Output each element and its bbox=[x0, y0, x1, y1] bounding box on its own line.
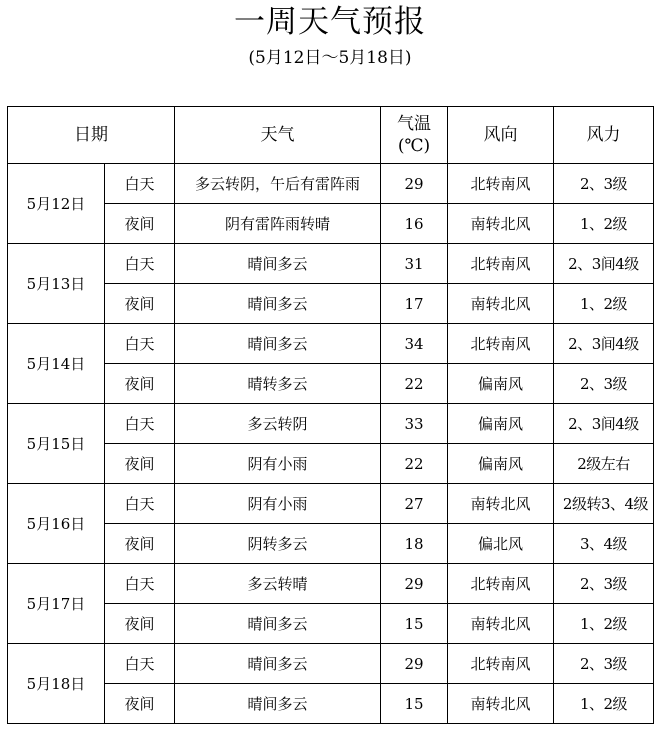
weather-cell: 阴转多云 bbox=[175, 524, 381, 564]
temperature-cell: 33 bbox=[381, 404, 448, 444]
temperature-cell: 18 bbox=[381, 524, 448, 564]
weather-cell: 阴有小雨 bbox=[175, 444, 381, 484]
period-cell: 白天 bbox=[105, 244, 175, 284]
period-cell: 夜间 bbox=[105, 284, 175, 324]
wind-force-cell: 2、3级 bbox=[554, 364, 654, 404]
table-row bbox=[8, 284, 654, 324]
period-cell: 白天 bbox=[105, 484, 175, 524]
wind-force-cell: 1、2级 bbox=[554, 284, 654, 324]
header-temperature bbox=[381, 107, 448, 164]
weather-cell: 多云转阴，午后有雷阵雨 bbox=[175, 164, 381, 204]
table-row bbox=[8, 404, 654, 444]
wind-force-cell: 2、3级 bbox=[554, 564, 654, 604]
wind-direction-cell: 偏南风 bbox=[448, 404, 554, 444]
wind-force-cell: 1、2级 bbox=[554, 604, 654, 644]
wind-direction-cell: 北转南风 bbox=[448, 244, 554, 284]
wind-direction-cell: 北转南风 bbox=[448, 564, 554, 604]
table-row bbox=[8, 364, 654, 404]
weather-cell: 晴间多云 bbox=[175, 604, 381, 644]
temperature-cell: 17 bbox=[381, 284, 448, 324]
temperature-cell: 22 bbox=[381, 364, 448, 404]
table-row bbox=[8, 524, 654, 564]
wind-direction-cell: 南转北风 bbox=[448, 604, 554, 644]
wind-force-cell: 2、3间4级 bbox=[554, 404, 654, 444]
temperature-cell: 29 bbox=[381, 564, 448, 604]
weather-cell: 晴转多云 bbox=[175, 364, 381, 404]
page-title: 一周天气预报 bbox=[234, 4, 426, 40]
date-cell: 5月18日 bbox=[8, 644, 105, 724]
weather-forecast-table bbox=[7, 106, 654, 724]
header-row bbox=[8, 107, 654, 164]
period-cell: 白天 bbox=[105, 564, 175, 604]
date-cell: 5月17日 bbox=[8, 564, 105, 644]
weather-cell: 晴间多云 bbox=[175, 644, 381, 684]
table-row bbox=[8, 564, 654, 604]
wind-direction-cell: 北转南风 bbox=[448, 324, 554, 364]
table-body bbox=[8, 164, 654, 724]
header-weather: 天气 bbox=[175, 107, 381, 164]
wind-force-cell: 2、3级 bbox=[554, 164, 654, 204]
table-row bbox=[8, 604, 654, 644]
table-header bbox=[8, 107, 654, 164]
weather-cell: 阴有小雨 bbox=[175, 484, 381, 524]
date-range-subtitle: (5月12日～5月18日) bbox=[248, 48, 412, 68]
wind-direction-cell: 南转北风 bbox=[448, 284, 554, 324]
period-cell: 夜间 bbox=[105, 204, 175, 244]
date-cell: 5月12日 bbox=[8, 164, 105, 244]
table-row bbox=[8, 244, 654, 284]
temperature-cell: 16 bbox=[381, 204, 448, 244]
period-cell: 夜间 bbox=[105, 524, 175, 564]
weather-cell: 晴间多云 bbox=[175, 244, 381, 284]
wind-force-cell: 1、2级 bbox=[554, 204, 654, 244]
wind-direction-cell: 偏南风 bbox=[448, 444, 554, 484]
wind-direction-cell: 南转北风 bbox=[448, 204, 554, 244]
temperature-cell: 22 bbox=[381, 444, 448, 484]
period-cell: 夜间 bbox=[105, 364, 175, 404]
temperature-cell: 15 bbox=[381, 604, 448, 644]
period-cell: 夜间 bbox=[105, 684, 175, 724]
wind-direction-cell: 北转南风 bbox=[448, 644, 554, 684]
temperature-cell: 29 bbox=[381, 164, 448, 204]
weather-cell: 多云转晴 bbox=[175, 564, 381, 604]
date-cell: 5月16日 bbox=[8, 484, 105, 564]
wind-force-cell: 1、2级 bbox=[554, 684, 654, 724]
period-cell: 夜间 bbox=[105, 444, 175, 484]
header-temperature-unit: (℃) bbox=[397, 136, 431, 156]
wind-direction-cell: 北转南风 bbox=[448, 164, 554, 204]
temperature-cell: 27 bbox=[381, 484, 448, 524]
header-date: 日期 bbox=[8, 107, 175, 164]
date-cell: 5月13日 bbox=[8, 244, 105, 324]
table-row bbox=[8, 324, 654, 364]
table-row bbox=[8, 484, 654, 524]
date-cell: 5月14日 bbox=[8, 324, 105, 404]
table-row bbox=[8, 204, 654, 244]
wind-force-cell: 2级左右 bbox=[554, 444, 654, 484]
weather-cell: 晴间多云 bbox=[175, 284, 381, 324]
wind-force-cell: 2、3间4级 bbox=[554, 324, 654, 364]
wind-direction-cell: 偏南风 bbox=[448, 364, 554, 404]
wind-direction-cell: 偏北风 bbox=[448, 524, 554, 564]
table-row bbox=[8, 444, 654, 484]
wind-direction-cell: 南转北风 bbox=[448, 484, 554, 524]
table-row bbox=[8, 644, 654, 684]
weather-cell: 阴有雷阵雨转晴 bbox=[175, 204, 381, 244]
temperature-cell: 29 bbox=[381, 644, 448, 684]
header-temperature-label: 气温 bbox=[397, 114, 431, 134]
period-cell: 夜间 bbox=[105, 604, 175, 644]
header-wind-direction: 风向 bbox=[448, 107, 554, 164]
date-cell: 5月15日 bbox=[8, 404, 105, 484]
weather-cell: 多云转阴 bbox=[175, 404, 381, 444]
temperature-cell: 15 bbox=[381, 684, 448, 724]
table-row bbox=[8, 684, 654, 724]
temperature-cell: 31 bbox=[381, 244, 448, 284]
header-wind-force: 风力 bbox=[554, 107, 654, 164]
period-cell: 白天 bbox=[105, 404, 175, 444]
table-row bbox=[8, 164, 654, 204]
period-cell: 白天 bbox=[105, 164, 175, 204]
wind-force-cell: 2级转3、4级 bbox=[554, 484, 654, 524]
wind-force-cell: 2、3间4级 bbox=[554, 244, 654, 284]
wind-force-cell: 3、4级 bbox=[554, 524, 654, 564]
period-cell: 白天 bbox=[105, 324, 175, 364]
temperature-cell: 34 bbox=[381, 324, 448, 364]
wind-force-cell: 2、3级 bbox=[554, 644, 654, 684]
period-cell: 白天 bbox=[105, 644, 175, 684]
weather-cell: 晴间多云 bbox=[175, 324, 381, 364]
wind-direction-cell: 南转北风 bbox=[448, 684, 554, 724]
weather-cell: 晴间多云 bbox=[175, 684, 381, 724]
